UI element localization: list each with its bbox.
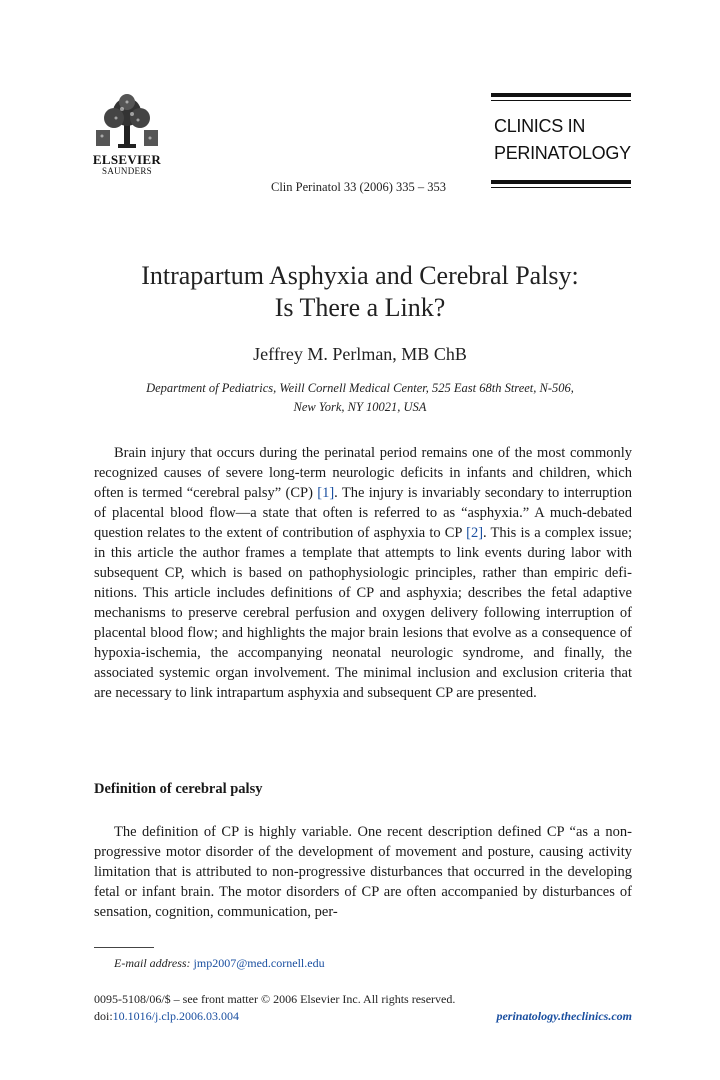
footnote-divider	[94, 947, 154, 948]
journal-name-line1: CLINICS IN	[494, 116, 586, 136]
paragraph-text: . This is a complex issue; in this article the author frames a template that attempts to link events during labor with subsequent CP, which is based on pathophysiologic principles, rather than empiric definitions. This article includes definitions of CP and asphyxia; describes the fetal adaptive mechanisms to preserve cerebral perfusion and oxygen delivery following interruption of placental blood flow; and highlights the major brain lesions that evolve as a consequence of hypoxia-ischemia, the accompanying neonatal neurologic syndrome, and finally, the associated systemic organ involvement. The minimal inclusion and exclusion criteria that are necessary to link intrapartum asphyxia and subsequent CP are presented.	[94, 525, 632, 701]
doi-link[interactable]: 10.1016/j.clp.2006.03.004	[112, 1009, 239, 1023]
masthead-rule-top-thin	[491, 100, 631, 101]
affiliation-line2: New York, NY 10021, USA	[293, 400, 427, 414]
body-paragraph: The definition of CP is highly variable. One recent description defined CP “as a non-progressive motor disorder of the development of movement and posture, causing activity limitation that is attributed to non-progressive disturbances that occurred in the developing fetal or infant brain. The motor disorders of CP are often accompanied by disturbances of sensation, cognition, communication, per-	[94, 824, 632, 920]
paragraph-text: . The injury is invariably secondary to interruption of placental blood flow—a state that often is referred to as “asphyxia.” A much-debated question relates to the extent of contribution of asphyxia to CP	[94, 485, 632, 541]
masthead-rule-bottom	[491, 180, 631, 184]
logo-imprint: SAUNDERS	[102, 166, 152, 176]
elsevier-logo	[92, 94, 162, 184]
masthead-rule-bottom-thin	[491, 187, 631, 188]
email-link[interactable]: jmp2007@med.cornell.edu	[193, 956, 325, 970]
doi-line	[94, 1009, 239, 1024]
copyright-line: 0095-5108/06/$ – see front matter © 2006 Elsevier Inc. All rights reserved.	[94, 992, 456, 1006]
author-affiliation	[100, 379, 620, 417]
article-title	[60, 260, 660, 324]
abstract-paragraph	[94, 443, 632, 703]
title-line2: Is There a Link?	[274, 293, 446, 322]
author-name: Jeffrey M. Perlman, MB ChB	[253, 344, 467, 364]
email-label: E-mail address:	[114, 956, 191, 970]
section-heading: Definition of cerebral palsy	[94, 781, 263, 797]
affiliation-line1: Department of Pediatrics, Weill Cornell Medical Center, 525 East 68th Street, N-506,	[146, 381, 574, 395]
journal-name-line2: PERINATOLOGY	[494, 143, 631, 163]
masthead-rule-top	[491, 93, 631, 97]
reference-link-2[interactable]: [2]	[466, 525, 484, 541]
doi-prefix: doi:	[94, 1009, 113, 1023]
journal-citation: Clin Perinatol 33 (2006) 335 – 353	[271, 180, 446, 194]
logo-publisher: ELSEVIER	[92, 152, 162, 167]
title-line1: Intrapartum Asphyxia and Cerebral Palsy:	[141, 261, 579, 290]
footnote-email	[114, 956, 325, 971]
journal-website-link[interactable]: perinatology.theclinics.com	[496, 1009, 632, 1023]
paragraph-text: Brain injury that occurs during the perinatal period remains one of the most commonly recognized causes of severe long-term neurologic deficits in infants and children, which often is termed “cerebral palsy” (CP)	[94, 445, 632, 501]
reference-link-1[interactable]: [1]	[317, 485, 335, 501]
tree-emblem-icon	[92, 94, 162, 152]
journal-masthead	[491, 93, 631, 189]
